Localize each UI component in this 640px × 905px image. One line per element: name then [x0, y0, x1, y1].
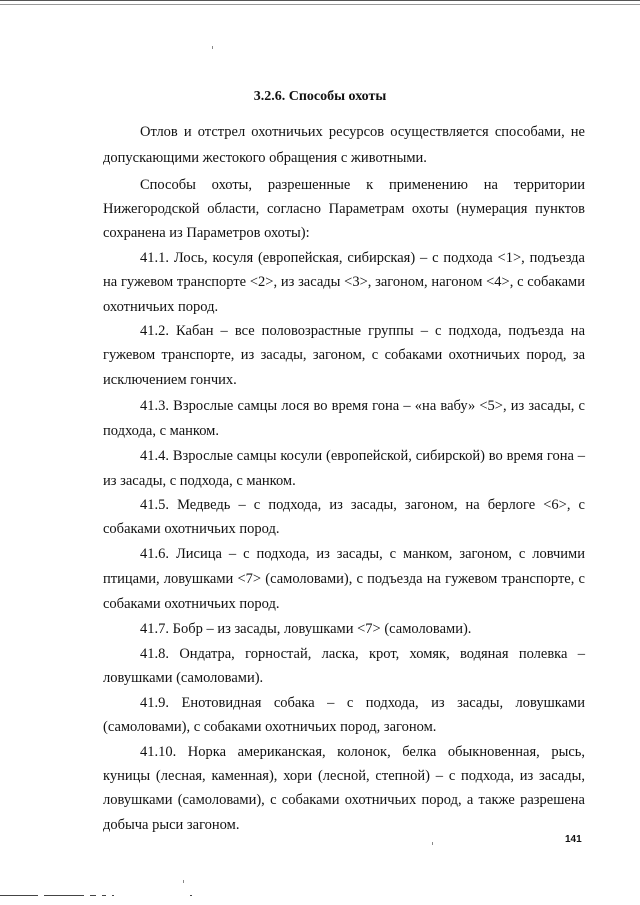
scan-speck	[212, 46, 213, 49]
text-line: собаками охотничьих пород.	[103, 596, 280, 612]
text-line: на гужевом транспорте <2>, из засады <3>, загоном, нагоном <4>, с собаками	[103, 274, 585, 290]
text-line: Нижегородской области, согласно Параметрам охоты (нумерация пунктов	[103, 201, 585, 217]
text-line: добыча рыси загоном.	[103, 817, 240, 833]
text-line: 41.4. Взрослые самцы косули (европейской, сибирской) во время гона –	[140, 448, 585, 464]
text-line: охотничьих пород.	[103, 299, 219, 315]
text-line: ловушками (самоловами).	[103, 670, 264, 686]
text-line: 41.6. Лисица – с подхода, из засады, с манком, загоном, с ловчими	[140, 546, 585, 562]
text-line: подхода, с манком.	[103, 423, 219, 439]
text-line: 41.10. Норка американская, колонок, белка обыкновенная, рысь,	[140, 744, 585, 760]
text-line: птицами, ловушками <7> (самоловами), с подъезда на гужевом транспорте, с	[103, 571, 585, 587]
text-line: (самоловами), с собаками охотничьих пород, загоном.	[103, 719, 437, 735]
section-heading: 3.2.6. Способы охоты	[253, 89, 387, 104]
text-line: собаками охотничьих пород.	[103, 521, 280, 537]
text-line: ловушками (самоловами), с собаками охотничьих пород, а также разрешена	[103, 792, 585, 808]
text-line: Отлов и отстрел охотничьих ресурсов осуществляется способами, не	[140, 124, 585, 140]
top-border-line	[0, 0, 640, 5]
text-line: 41.8. Ондатра, горностай, ласка, крот, хомяк, водяная полевка –	[140, 646, 585, 662]
scan-speck	[432, 842, 433, 845]
text-line: из засады, с подхода, с манком.	[103, 473, 296, 489]
bottom-scan-marks	[0, 892, 640, 900]
text-line: 41.7. Бобр – из засады, ловушками <7> (самоловами).	[140, 621, 472, 637]
text-line: гужевом транспорте, из засады, загоном, с собаками охотничьих пород, за	[103, 347, 585, 363]
text-line: исключением гончих.	[103, 372, 237, 388]
text-line: Способы охоты, разрешенные к применению на территории	[140, 177, 585, 193]
text-line: 41.3. Взрослые самцы лося во время гона – «на вабу» <5>, из засады, с	[140, 398, 585, 414]
page-number: 141	[565, 834, 582, 845]
text-line: 41.2. Кабан – все половозрастные группы – с подхода, подъезда на	[140, 323, 585, 339]
scan-speck	[183, 880, 184, 883]
text-line: допускающими жестокого обращения с животными.	[103, 150, 427, 166]
text-line: 41.9. Енотовидная собака – с подхода, из засады, ловушками	[140, 695, 585, 711]
text-line: 41.1. Лось, косуля (европейская, сибирская) – с подхода <1>, подъезда	[140, 250, 585, 266]
text-line: 41.5. Медведь – с подхода, из засады, загоном, на берлоге <6>, с	[140, 497, 585, 513]
text-line: сохранена из Параметров охоты):	[103, 225, 310, 241]
text-line: куницы (лесная, каменная), хори (лесной, степной) – с подхода, из засады,	[103, 768, 585, 784]
